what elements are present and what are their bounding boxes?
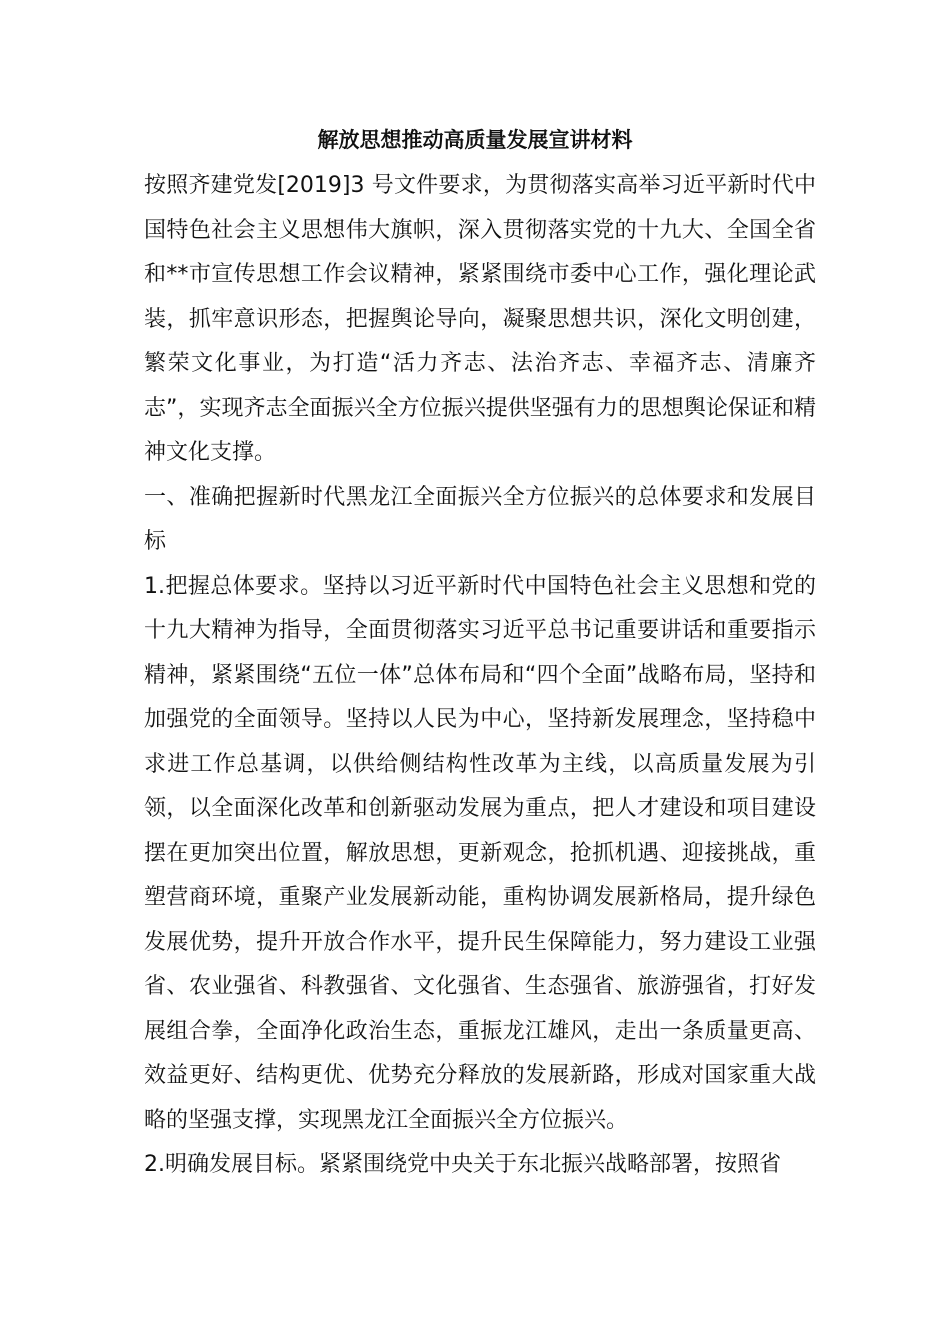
section-heading-1: 一、准确把握新时代黑龙江全面振兴全方位振兴的总体要求和发展目标 [144, 484, 816, 554]
paragraph-overall-requirements: 1.把握总体要求。坚持以习近平新时代中国特色社会主义思想和党的十九大精神为指导，全面贯彻落实习近平总书记重要讲话和重要指示精神，紧紧围绕“五位一体”总体布局和“四个全面”战略布局，坚持和加强党的全面领导。坚持以人民为中心，坚持新发展理念，坚持稳中求进工作总基调，以供给侧结构性改革为主线，以高质量发展为引领，以全面深化改革和创新驱动发展为重点，把人才建设和项目建设摆在更加突出位置，解放思想，更新观念，抢抓机遇、迎接挑战，重塑营商环境，重聚产业发展新动能，重构协调发展新格局，提升绿色发展优势，提升开放合作水平，提升民生保障能力，努力建设工业强省、农业强省、科教强省、文化强省、生态强省、旅游强省，打好发展组合拳，全面净化政治生态，重振龙江雄风，走出一条质量更高、效益更好、结构更优、优势充分释放的发展新路，形成对国家重大战略的坚强支撑，实现黑龙江全面振兴全方位振兴。 [144, 573, 816, 1133]
document-title: 解放思想推动高质量发展宣讲材料 [317, 128, 633, 152]
paragraph-development-goals: 2.明确发展目标。紧紧围绕党中央关于东北振兴战略部署，按照省 [144, 1152, 781, 1177]
paragraph-intro: 按照齐建党发[2019]3 号文件要求，为贯彻落实高举习近平新时代中国特色社会主义思想伟大旗帜，深入贯彻落实党的十九大、全国全省和**市宣传思想工作会议精神，紧紧围绕市委中心工作，强化理论武装，抓牢意识形态，把握舆论导向，凝聚思想共识，深化文明创建，繁荣文化事业，为打造“活力齐志、法治齐志、幸福齐志、清廉齐志”，实现齐志全面振兴全方位振兴提供坚强有力的思想舆论保证和精神文化支撑。 [144, 173, 816, 465]
document-body [144, 164, 816, 1188]
